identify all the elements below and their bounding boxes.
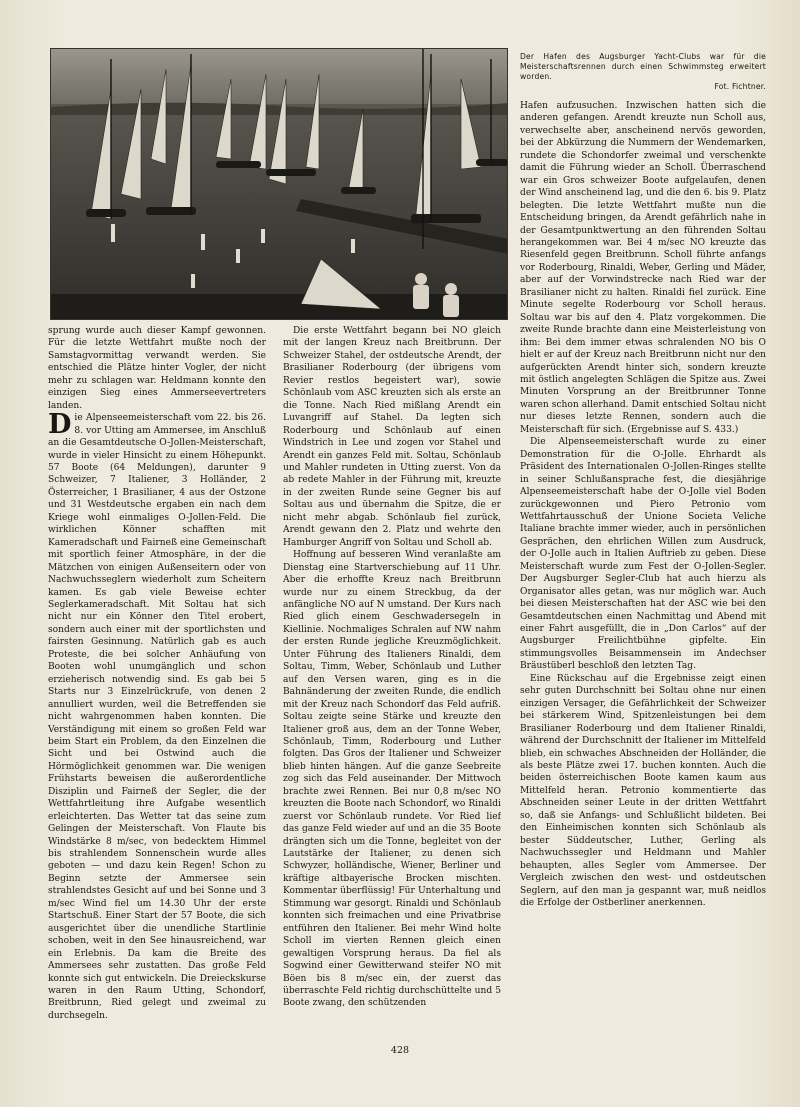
text-column-2 [283,325,501,1060]
drop-cap: D [48,409,72,441]
text-column-3 [520,100,766,1060]
caption-text: Der Hafen des Augsburger Yacht-Clubs war für die Meisterschaftsrennen durch einen Schwimmsteg erweitert worden. [520,52,766,81]
paragraph: Die erste Wettfahrt begann bei NO gleich mit der langen Kreuz nach Breitbrunn. Der Schweizer Stahel, der ostdeutsche Arendt, der Brasilianer Roderbourg (der übrigens vom Revier restlos begeistert war), sowie Schönlaub vom ASC kreuzten sich als erste an die Tonne. Nach Ried mißlang Arendt ein Luvangriff auf Stahel. Da legten sich Roderbourg und Schönlaub auf einen Windstrich in Lee und zogen vor Stahel und Arendt ein ganzes Feld mit. Soltau, Schönlaub und Mahler rundeten in Utting zuerst. Von da ab redete Mahler in der Führung mit, kreuzte in der zweiten Runde seine Gegner bis auf Soltau aus und übernahm die Spitze, die er nicht mehr abgab. Schönlaub fiel zurück, Arendt gewann den 2. Platz und wehrte den Hamburger Angriff von Soltau und Scholl ab. [283,326,501,548]
paragraph: Eine Rückschau auf die Ergebnisse zeigt einen sehr guten Durchschnitt bei Soltau ohne nur einen einzigen Versager, die Gefährlichkeit der Schweizer bei stärkerem Wind, Spitzenleistungen bei dem Brasilianer Roderbourg und dem Italiener Rinaldi, während der Durchschnitt der Italiener im Mittelfeld blieb, ein schwaches Abschneiden der Holländer, die als beste Plätze zwei 17. buchen konnten. Auch die beiden österreichischen Boote kamen kaum aus Mittelfeld heran. Petronio kommentierte das Abschneiden seiner Leute in der dritten Wettfahrt so, daß sie Anfangs- und Schlußlicht bildeten. Bei den Einheimischen konnten sich Schönlaub als bester Süddeutscher, Luther, Gerling als Nachwuchssegler und Heldmann und Mahler behaupten, alles Segler vom Ammersee. Der Vergleich zwischen den west- und ostdeutschen Seglern, auf den man ja gespannt war, muß neidlos die Erfolge der Ostberliner anerkennen. [520,673,766,908]
photo-credit: Fot. Fichtner. [714,82,766,91]
paragraph: sprung wurde auch dieser Kampf gewonnen. Für die letzte Wettfahrt mußte noch der Samstagvormittag verwandt werden. Sie entschied die Plätze hinter Vogler, der nicht mehr zu schlagen war. Heldmann konnte den einzigen Sieg eines Ammerseevertreters landen. [48,326,266,411]
photo-caption [520,52,766,92]
paragraph-with-dropcap [48,409,266,1022]
paragraph: Hoffnung auf besseren Wind veranlaßte am Dienstag eine Startverschiebung auf 11 Uhr. Aber die erhoffte Kreuz nach Breitbrunn wurde nur zu einem Streckbug, da der anfängliche NO auf N umstand. Der Kurs nach Ried glich einem Geschwadersegeln in Kiellinie. Nochmaliges Schralen auf NW nahm der ersten Runde jegliche Kreuzmöglichkeit. Unter Führung des Italieners Rinaldi, dem Soltau, Timm, Weber, Schönlaub und Luther auf den Versen waren, ging es in die Bahnänderung der zweiten Runde, die endlich mit der Kreuz nach Schondorf das Feld aufriß. Soltau zeigte seine Stärke und kreuzte den Italiener groß aus, dem an der Tonne Weber, Schönlaub, Timm, Roderbourg und Luther folgten. Das Gros der Italiener und Schweizer blieb hinten hängen. Auf die ganze Seebreite zog sich das Feld auseinander. Der Mittwoch brachte zwei Rennen. Bei nur 0,8 m/sec NO kreuzten die Boote nach Schondorf, wo Rinaldi zuerst vor Schönlaub rundete. Vor Ried lief das ganze Feld wieder auf und an die 35 Boote drängten sich um die Tonne, begleitet von der Lautstärke der Italiener, zu denen sich Schwyzer, holländische, Wiener, Berliner und kräftige altbayerische Brocken mischten. Kommentar überflüssig! Für Unterhaltung und Stimmung war gesorgt. Rinaldi und Schönlaub konnten sich freimachen und eine Privatbrise entführen den Italiener. Bei mehr Wind holte Scholl im vierten Rennen gleich einen gewaltigen Vorsprung heraus. Da fiel als Sogwind einer Gewitterwand steifer NO mit Böen bis 8 m/sec ein, der zuerst das überraschte Feld richtig durchschüttelte und 5 Boote zwang, den schützenden [283,550,501,1009]
paragraph: Hafen aufzusuchen. Inzwischen hatten sich die anderen gefangen. Arendt kreuzte nun Scholl aus, verwechselte aber, anscheinend nervös geworden, bei der Abkürzung die Nummern der Wendemarken, rundete die Schondorfer zweimal und verschenkte damit die Führung wieder an Scholl. Überraschend war ein Gros schweizer Boote aufgelaufen, denen der Wind anscheinend lag, und die den 6. bis 9. Platz belegten. Die letzte Wettfahrt mußte nun die Entscheidung bringen, da Arendt gefährlich nahe in der Gesamtpunktwertung an den führenden Soltau herangekommen war. Bei 4 m/sec NO kreuzte das Riesenfeld gegen Breitbrunn. Scholl führte anfangs vor Roderbourg, Rinaldi, Weber, Gerling und Mäder, aber auf der Vorwindstrecke nach Ried war der Brasilianer nicht zu halten. Rinaldi fiel zurück. Eine Minute segelte Roderbourg vor Scholl heraus. Soltau war bis auf den 4. Platz vorgekommen. Die zweite Runde brachte dann eine Meisterleistung von ihm: Bei dem immer etwas schralenden NO bis O hielt er auf der Kreuz nach Breitbrunn nicht nur den aufgerückten Arendt hinter sich, sondern kreuzte mit östlich angelegten Schlägen die Spitze aus. Zwei Minuten Vorsprung an der Breitbrunner Tonne waren schon allerhand. Damit entschied Soltau nicht nur dieses letzte Rennen, sondern auch die Meisterschaft für sich. (Ergebnisse auf S. 433.) [520,101,766,435]
paragraph-text: ie Alpenseemeisterschaft vom 22. bis 26. 8. vor Utting am Ammersee, im Anschluß an die Gesamtdeutsche O-Jollen-Meisterschaft, wurde in vieler Hinsicht zu einem Höhepunkt. 57 Boote (64 Meldungen), darunter 9 Schweizer, 7 Italiener, 3 Holländer, 2 Österreicher, 1 Brasilianer, 4 aus der Ostzone und 31 Westdeutsche ergaben ein nach dem Kriege wohl einmaliges O-Jollen-Feld. Die wirklichen Könner schafften mit Kameradschaft und Fairneß eine Gemeinschaft mit sportlich feiner Atmosphäre, in der die Mätzchen von einigen Außenseitern oder von Nachwuchsseglern wiederholt zum Scheitern kamen. Es gab viele Beweise echter Seglerkameradschaft. Mit Soltau hat sich nicht nur ein Könner den Titel erobert, sondern auch einer mit der sportlichsten und fairsten Gesinnung. Natürlich gab es auch Proteste, die bei solcher Anhäufung von Booten wohl unumgänglich und schon erzieherisch notwendig sind. Es gab bei 5 Starts nur 3 Einzelrückrufe, von denen 2 annulliert wurden, weil die Betreffenden sie nicht wahrgenommen haben konnten. Die Verständigung mit einem so großen Feld war beim Start ein Problem, da den Einzelnen die Sicht und bei Ostwind auch die Hörmöglichkeit genommen war. Die wenigen Frühstarts beweisen die außerordentliche Disziplin und Fairneß der Segler, die der Wettfahrtleitung ihre Aufgabe wesentlich erleichterten. Das Wetter tat das seine zum Gelingen der Meisterschaft. Von Flaute bis Windstärke 8 m/sec, von bedecktem Himmel bis strahlendem Sonnenschein wurde alles geboten — und dazu kein Regen! Schon zu Beginn setzte der Ammersee sein strahlendstes Gesicht auf und bei Sonne und 3 m/sec Wind fiel um 14.30 Uhr der erste Startschuß. Einer Start der 57 Boote, die sich ausgerichtet über die unendliche Startlinie schoben, weit in den See hinausreichend, war ein Erlebnis. Da kam die Breite des Ammersees sehr zustatten. Das große Feld konnte sich gut entwickeln. Die Dreieckskurse waren in den Raum Utting, Schondorf, Breitbrunn, Ried gelegt und zweimal zu durchsegeln. [48,413,266,1021]
paragraph: Die Alpenseemeisterschaft wurde zu einer Demonstration für die O-Jolle. Ehrhardt als Präsident des Internationalen O-Jollen-Ringes stellte in seiner Schlußansprache fest, die diesjährige Alpenseemeisterschaft habe der O-Jolle viel Boden zurückgewonnen und Piero Petronio vom Wettfahrtausschuß der Unione Societa Veliche Italiane brachte immer wieder, auch in persönlichen Gesprächen, den ehrlichen Willen zum Ausdruck, der O-Jolle auch in Italien Auftrieb zu geben. Diese Meisterschaft wurde zum Fest der O-Jollen-Segler. Der Augsburger Segler-Club hat auch hierzu als Organisator alles getan, was nur möglich war. Auch bei diesen Meisterschaften hat der ASC wie bei den Gesamtdeutschen einen Nachmittag und Abend mit einer Fahrt ausgefüllt, die in „Don Carlos“ auf der Augsburger Freilichtbühne gipfelte. Ein stimmungsvolles Beisammensein im Andechser Bräustüberl beschloß den letzten Tag. [520,437,766,672]
harbor-photo-icon [51,49,508,320]
sailboat-harbor-photo [50,48,508,320]
page-number: 428 [390,1045,410,1056]
text-column-1 [48,325,266,1060]
